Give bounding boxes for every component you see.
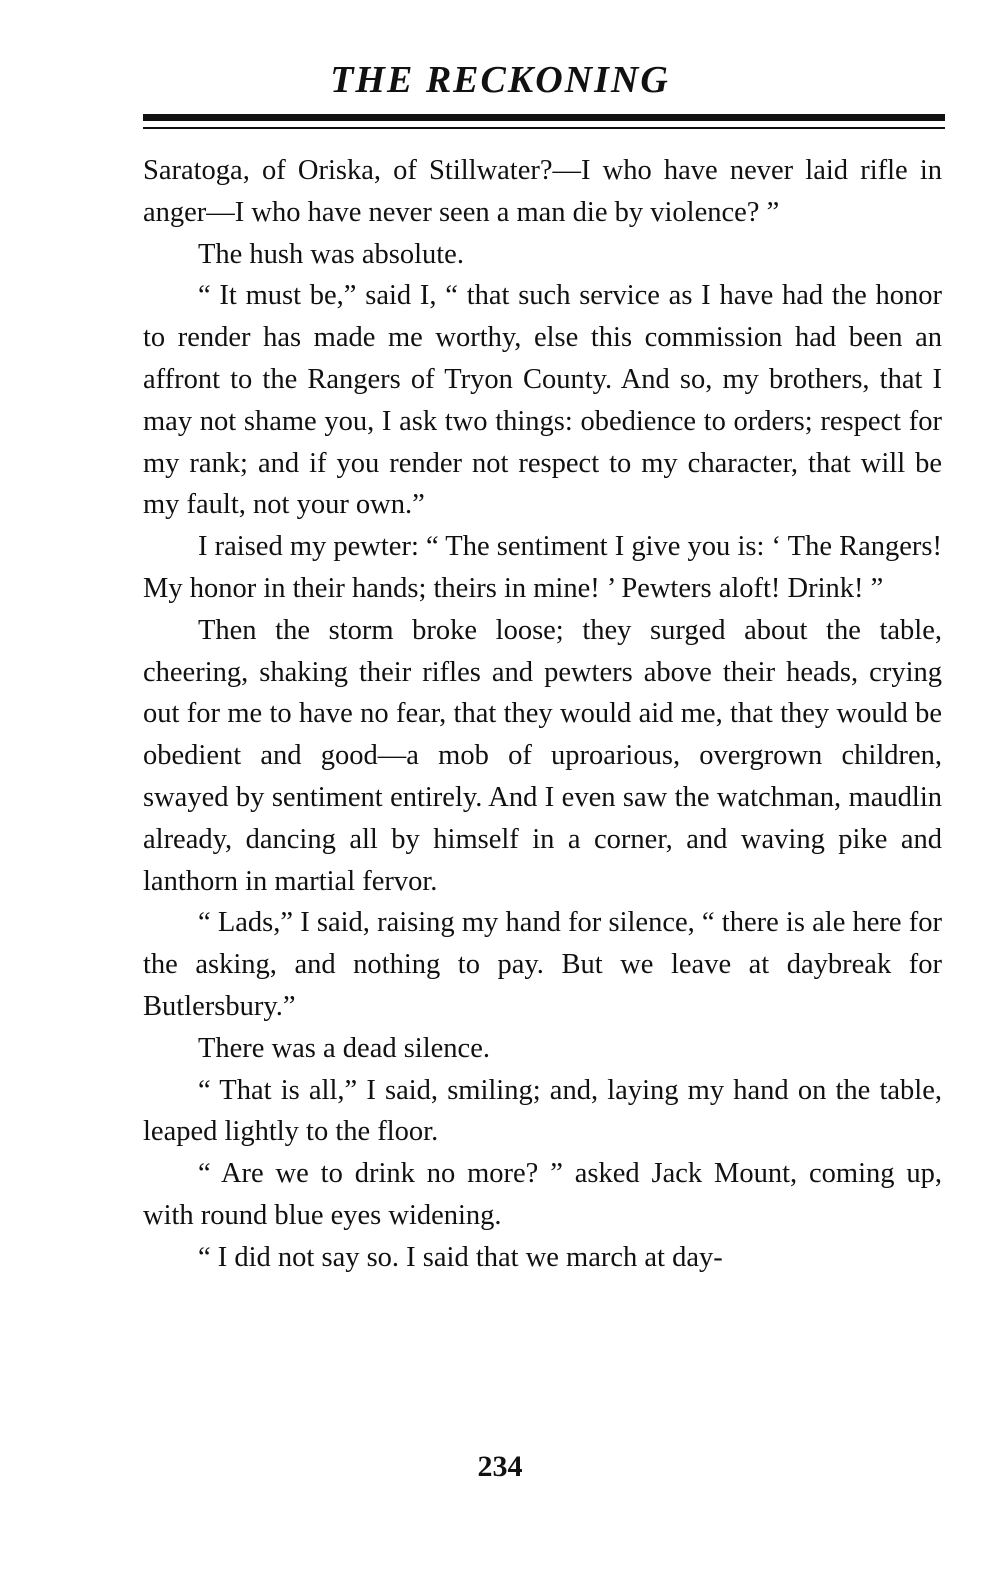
paragraph: “ Are we to drink no more? ” asked Jack Mount, coming up, with round blue eyes widening. [143, 1158, 942, 1231]
running-head-title: THE RECKONING [330, 59, 670, 101]
page-number: 234 [477, 1450, 523, 1483]
paragraph-continued: Saratoga, of Oriska, of Stillwater?—I who have never laid rifle in anger—I who have never seen a man die by violence? ” [143, 155, 942, 228]
paragraph: “ I did not say so. I said that we march at day- [198, 1241, 723, 1273]
body-text [143, 150, 942, 1279]
paragraph: Then the storm broke loose; they surged about the table, cheering, shaking their rifles and pewters above their heads, crying out for me to have no fear, that they would aid me, that they would be obedient and good—a mob of uproarious, overgrown children, swayed by sentiment entirely. And I even saw the watchman, maudlin already, dancing all by himself in a corner, and waving pike and lanthorn in martial fervor. [143, 614, 942, 897]
header-rule-thin [143, 127, 945, 129]
paragraph: “ Lads,” I said, raising my hand for silence, “ there is ale here for the asking, and nothing to pay. But we leave at daybreak for Butlersbury.” [143, 907, 942, 1022]
paragraph: There was a dead silence. [198, 1032, 490, 1064]
paragraph: “ That is all,” I said, smiling; and, laying my hand on the table, leaped lightly to the floor. [143, 1074, 942, 1148]
paragraph: The hush was absolute. [198, 238, 464, 270]
paragraph: “ It must be,” said I, “ that such service as I have had the honor to render has made me worthy, else this commission had been an affront to the Rangers of Tryon County. And so, my brothers, that I may not shame you, I ask two things: obedience to orders; respect for my rank; and if you render not respect to my character, that will be my fault, not your own.” [143, 280, 942, 521]
header-rule-thick [143, 114, 945, 121]
paragraph: I raised my pewter: “ The sentiment I give you is: ‘ The Rangers! My honor in their hands; theirs in mine! ’ Pewters aloft! Drink! ” [143, 531, 942, 604]
